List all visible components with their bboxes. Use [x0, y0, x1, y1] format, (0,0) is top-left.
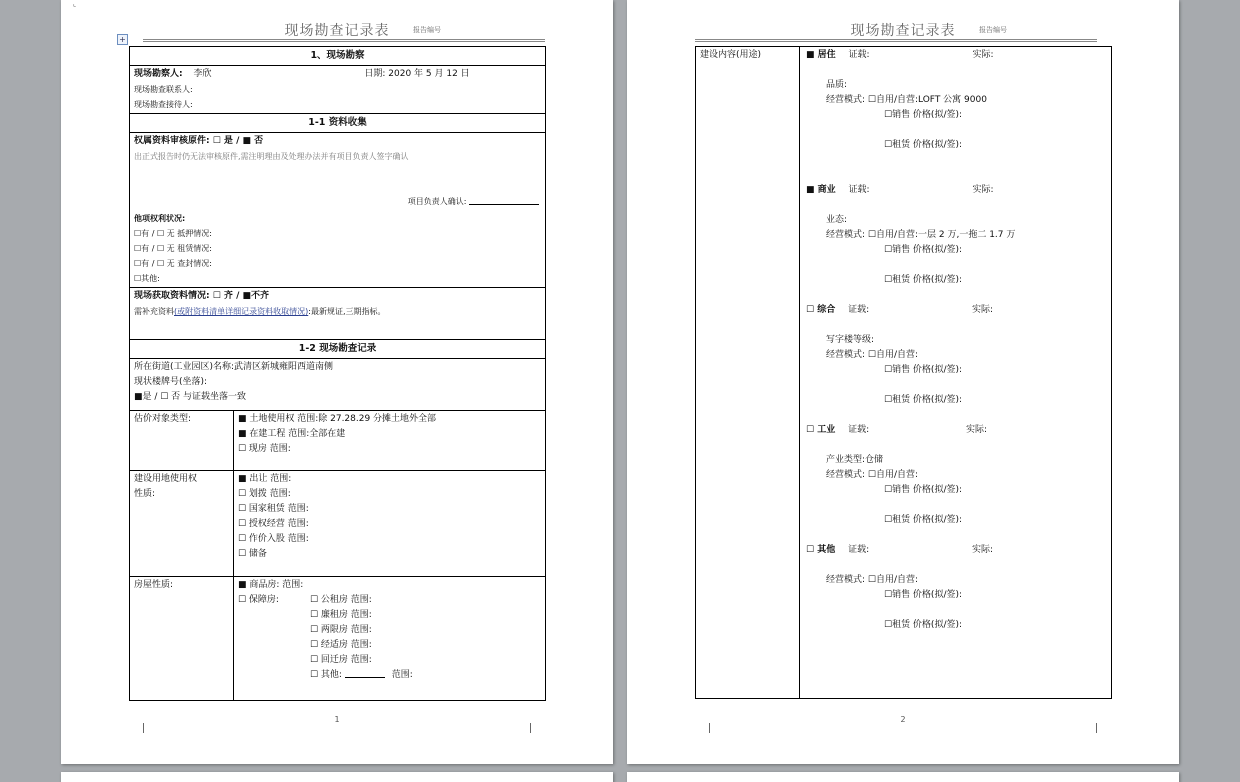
- residential-check[interactable]: ■ 居住: [806, 50, 836, 60]
- report-number-label: 报告编号: [979, 26, 1007, 34]
- survey-table-page1: [129, 46, 546, 701]
- right-lease[interactable]: ☐有 / ☐ 无 租赁情况:: [134, 244, 212, 253]
- house-low-rent[interactable]: ☐ 廉租房 范围:: [310, 610, 372, 620]
- survey-date: 日期: 2020 年 5 月 12 日: [364, 69, 470, 79]
- construction-content-label: 建设内容(用途): [696, 47, 800, 699]
- industrial-rent[interactable]: ☐租赁 价格(拟/签):: [884, 515, 963, 525]
- acquisition-cell: [130, 288, 546, 340]
- house-relocation[interactable]: ☐ 回迁房 范围:: [310, 655, 372, 665]
- object-type-options: [234, 411, 546, 471]
- complex-cert: 证载:: [848, 305, 870, 315]
- industrial-actual: 实际:: [966, 425, 988, 435]
- commercial-rent[interactable]: ☐租赁 价格(拟/签):: [884, 275, 963, 285]
- margin-mark-left: [143, 723, 144, 733]
- header-rule: [695, 39, 1097, 42]
- complex-check[interactable]: ☐ 综合: [806, 305, 836, 315]
- contact-label: 现场勘查联系人:: [134, 85, 193, 94]
- right-seizure[interactable]: ☐有 / ☐ 无 查封情况:: [134, 259, 212, 268]
- object-under-construction[interactable]: ■ 在建工程 范围:全部在建: [238, 429, 346, 439]
- receiver-label: 现场勘查接待人:: [134, 100, 193, 109]
- header-rule: [143, 39, 545, 42]
- section11-title: 1-1 资料收集: [130, 114, 546, 133]
- page-title: 现场勘查记录表: [850, 23, 956, 39]
- other-check[interactable]: ☐ 其他: [806, 545, 836, 555]
- land-use-label-line2: 性质:: [134, 489, 156, 499]
- other-sale[interactable]: ☐销售 价格(拟/签):: [884, 590, 963, 600]
- section1-title: 1、现场勘察: [130, 47, 546, 66]
- object-existing-house[interactable]: ☐ 现房 范围:: [238, 444, 291, 454]
- complex-actual: 实际:: [972, 305, 994, 315]
- table-move-handle-icon[interactable]: +: [117, 34, 128, 45]
- house-economic[interactable]: ☐ 经适房 范围:: [310, 640, 372, 650]
- document-page-4-top: [627, 772, 1179, 782]
- residential-sale[interactable]: ☐销售 价格(拟/签):: [884, 110, 963, 120]
- complex-rent[interactable]: ☐租赁 价格(拟/签):: [884, 395, 963, 405]
- building-plate: 现状楼牌号(坐落):: [134, 377, 208, 387]
- house-public-rental[interactable]: ☐ 公租房 范围:: [310, 595, 372, 605]
- industrial-mode[interactable]: 经营模式: ☐自用/自营:: [826, 470, 919, 480]
- leader-signature-line[interactable]: [469, 195, 539, 205]
- land-use-options: [234, 471, 546, 577]
- commercial-cert: 证载:: [848, 185, 870, 195]
- house-price-limited[interactable]: ☐ 两限房 范围:: [310, 625, 372, 635]
- ownership-review: 权属资料审核原件: ☐ 是 / ■ 否: [134, 136, 264, 146]
- industrial-check[interactable]: ☐ 工业: [806, 425, 836, 435]
- house-nature-options: [234, 577, 546, 701]
- commercial-sale[interactable]: ☐销售 价格(拟/签):: [884, 245, 963, 255]
- commercial-format: 业态:: [826, 215, 848, 225]
- ownership-cell: [130, 133, 546, 288]
- street-name: 所在街道(工业园区)名称:武清区新城雍阳西道南侧: [134, 362, 334, 372]
- document-page-2: [627, 0, 1179, 764]
- land-reserve[interactable]: ☐ 储备: [238, 549, 267, 559]
- page-number-2: 2: [900, 715, 906, 724]
- house-nature-label: 房屋性质:: [130, 577, 234, 701]
- document-page-3-top: [61, 772, 613, 782]
- margin-mark-left: [709, 723, 710, 733]
- house-commercial[interactable]: ■ 商品房: 范围:: [238, 580, 304, 590]
- other-cert: 证载:: [848, 545, 870, 555]
- other-rights-title: 他项权利状况:: [134, 214, 186, 223]
- land-allocation[interactable]: ☐ 划拨 范围:: [238, 489, 291, 499]
- leader-confirm-label: 项目负责人确认:: [407, 197, 467, 206]
- land-authorized[interactable]: ☐ 授权经营 范围:: [238, 519, 309, 529]
- industrial-sale[interactable]: ☐销售 价格(拟/签):: [884, 485, 963, 495]
- complex-mode[interactable]: 经营模式: ☐自用/自营:: [826, 350, 919, 360]
- inspector-name: 李欣: [193, 69, 212, 79]
- land-use-label-line1: 建设用地使用权: [134, 474, 198, 484]
- right-mortgage[interactable]: ☐有 / ☐ 无 抵押情况:: [134, 229, 212, 238]
- industrial-cert: 证载:: [848, 425, 870, 435]
- office-grade: 写字楼等级:: [826, 335, 875, 345]
- document-page-1: [61, 0, 613, 764]
- land-transfer[interactable]: ■ 出让 范围:: [238, 474, 292, 484]
- object-type-label: 估价对象类型:: [130, 411, 234, 471]
- page-number-1: 1: [334, 715, 340, 724]
- object-land-use[interactable]: ■ 土地使用权 范围:除 27.28.29 分摊土地外全部: [238, 414, 437, 424]
- house-other-blank[interactable]: [345, 668, 385, 678]
- section12-title: 1-2 现场勘查记录: [130, 340, 546, 359]
- commercial-actual: 实际:: [972, 185, 994, 195]
- supplement-prefix: 需补充资料: [134, 307, 174, 316]
- residential-mode[interactable]: 经营模式: ☐自用/自营:LOFT 公寓 9000: [826, 95, 987, 105]
- inspector-cell: [130, 66, 546, 114]
- page-corner-mark: ⌞: [73, 0, 77, 8]
- land-state-lease[interactable]: ☐ 国家租赁 范围:: [238, 504, 309, 514]
- other-rent[interactable]: ☐租赁 价格(拟/签):: [884, 620, 963, 630]
- location-consistent[interactable]: ■是 / ☐ 否 与证载坐落一致: [134, 392, 247, 402]
- margin-mark-right: [530, 723, 531, 733]
- complex-sale[interactable]: ☐销售 价格(拟/签):: [884, 365, 963, 375]
- ownership-note: 出正式报告时仍无法审核原件,需注明理由及处理办法并有项目负责人签字确认: [134, 152, 409, 161]
- acquisition-status: 现场获取资料情况: ☐ 齐 / ■不齐: [134, 291, 269, 301]
- page-title: 现场勘查记录表: [284, 23, 390, 39]
- margin-mark-right: [1096, 723, 1097, 733]
- residential-actual: 实际:: [972, 50, 994, 60]
- report-number-label: 报告编号: [413, 26, 441, 34]
- land-capital[interactable]: ☐ 作价入股 范围:: [238, 534, 309, 544]
- right-other[interactable]: ☐其他:: [134, 274, 160, 283]
- house-other-scope: 范围:: [391, 670, 413, 680]
- survey-table-page2: [695, 46, 1112, 699]
- supplement-link[interactable]: (或附资料清单详细记录资料收取情况): [174, 307, 309, 316]
- house-affordable[interactable]: ☐ 保障房:: [238, 595, 279, 605]
- usage-details: [800, 47, 1112, 699]
- location-cell: [130, 359, 546, 411]
- other-actual: 实际:: [972, 545, 994, 555]
- commercial-check[interactable]: ■ 商业: [806, 185, 836, 195]
- commercial-mode[interactable]: 经营模式: ☐自用/自营:一层 2 万,一拖二 1.7 万: [826, 230, 1016, 240]
- inspector-label: 现场勘察人:: [134, 69, 183, 79]
- supplement-suffix: :最新规证,三期指标。: [308, 307, 386, 316]
- residential-cert: 证载:: [848, 50, 870, 60]
- house-other[interactable]: ☐ 其他:: [310, 670, 342, 680]
- other-mode[interactable]: 经营模式: ☐自用/自营:: [826, 575, 919, 585]
- residential-rent[interactable]: ☐租赁 价格(拟/签):: [884, 140, 963, 150]
- land-use-nature-label: [130, 471, 234, 577]
- residential-quality: 品质:: [826, 80, 848, 90]
- industry-type: 产业类型:仓储: [826, 455, 884, 465]
